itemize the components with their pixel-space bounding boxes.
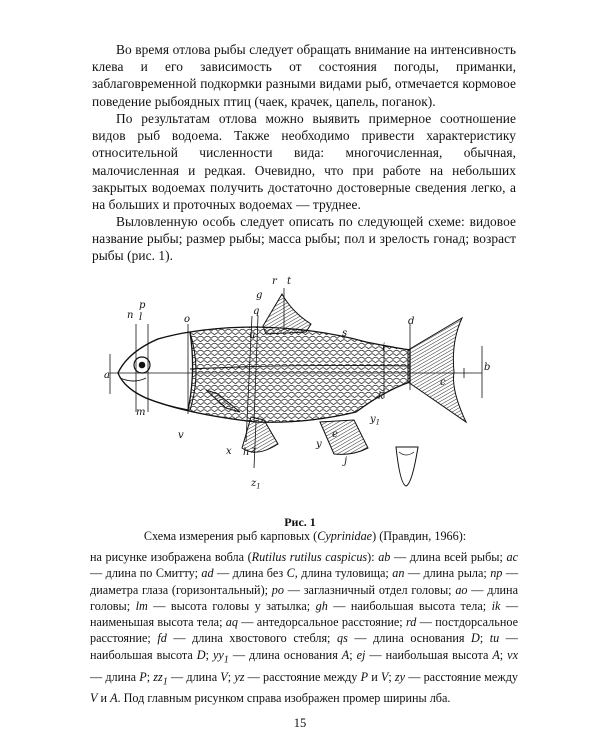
legend-text: — высота головы у затылка; [147, 598, 316, 613]
legend-text: и [97, 691, 111, 706]
legend-text: на рисунке изображена вобла ( [90, 550, 252, 564]
label-y1: $y_1$ [370, 414, 381, 427]
legend-text: — длина головы; [90, 582, 518, 613]
legend-text: ; [388, 669, 395, 684]
legend-text: — длина [167, 669, 221, 684]
legend-text: — диаметра глаза (горизонтальный); [90, 566, 519, 597]
legend-symbol: A [110, 691, 118, 706]
legend-symbol: Rutilus rutilus caspicus [251, 550, 368, 564]
label-j: j [344, 456, 348, 467]
legend-text: ; [227, 669, 235, 684]
legend-symbol: P [139, 669, 147, 684]
legend-symbol: ej [356, 647, 366, 662]
legend-symbol: ac [506, 550, 518, 564]
legend-symbol: V [90, 691, 98, 706]
legend-text: — расстояние между [244, 669, 361, 684]
legend-symbol: 1 [162, 675, 168, 687]
legend-symbol: ab [378, 550, 391, 564]
label-c: c [440, 377, 446, 388]
figure-caption: Схема измерения рыб карповых (Cyprinidae) (Правдин, 1966): [143, 529, 467, 543]
figure-title: Рис. 1 [284, 515, 316, 529]
label-m: m [136, 407, 146, 418]
legend-symbol: gh [315, 598, 328, 613]
legend-symbol: D [196, 647, 206, 662]
legend-text: ; [146, 669, 154, 684]
legend-text: , длина туловища; [294, 566, 393, 581]
legend-symbol: qs [336, 631, 348, 646]
legend-text: — наибольшая высота [365, 647, 493, 662]
legend-symbol: zz [153, 669, 163, 684]
legend-text: — длина рыла; [404, 566, 491, 581]
caption-taxon: Cyprinidae [317, 529, 373, 543]
label-s: s [342, 328, 348, 339]
label-y: y [316, 439, 322, 450]
legend-symbol: ik [491, 598, 501, 613]
legend-symbol: rd [406, 615, 417, 630]
label-n: n [127, 310, 134, 321]
label-x: x [226, 446, 232, 457]
label-k: k [378, 391, 385, 402]
label-a: a [104, 370, 110, 381]
legend-text: — длина основания [228, 647, 342, 662]
page-number: 15 [293, 716, 307, 730]
legend-symbol: zy [394, 669, 406, 684]
legend-text: ): [367, 550, 379, 564]
legend-text: — наименьшая высота тела; [90, 598, 519, 630]
legend-text: ; [479, 631, 490, 646]
legend-symbol: lm [135, 598, 148, 613]
label-i: i [382, 342, 386, 353]
legend-text: — длина всей рыбы; [390, 550, 507, 564]
legend-symbol: tu [489, 631, 500, 646]
legend-symbol: C [286, 566, 295, 581]
label-p: p [139, 300, 146, 311]
legend-text: — наибольшая высота тела; [327, 598, 492, 613]
legend-text: — длина основания [347, 631, 472, 646]
anal-fin [320, 420, 368, 454]
label-q: q [253, 306, 260, 317]
label-d: d [408, 316, 415, 327]
fish-measurement-figure [106, 272, 506, 502]
legend-symbol: an [392, 566, 405, 581]
label-l: l [139, 312, 143, 323]
paragraph-species-ratio: По результатам отлова можно выявить примерное соотношение видов рыб водоема. Также необходимо привести характеристику относительной численности вида: многочисленная, обычная, малочисленная и редкая. Очевидно, что при работе на небольших закрытых водоемах получить достаточно достоверные сведения легко, а на больших и проточных водоемах — труднее. [92, 111, 516, 213]
legend-text: — заглазничный отдел головы; [283, 582, 456, 597]
legend-symbol: po [271, 582, 284, 597]
legend-text: . Под главным рисунком справа изображен промер ширины лба. [117, 691, 451, 706]
figure-legend [90, 549, 518, 707]
label-o: o [184, 314, 191, 325]
legend-symbol: A [492, 647, 500, 662]
legend-text: ; [349, 647, 357, 662]
label-h: h [243, 447, 250, 458]
label-b: b [484, 362, 491, 373]
legend-symbol: D [471, 631, 480, 646]
legend-text: и [368, 669, 381, 684]
label-e: e [332, 429, 338, 440]
legend-text: — длина [90, 669, 140, 684]
legend-text: ; [205, 647, 213, 662]
legend-symbol: fd [157, 631, 167, 646]
legend-symbol: 1 [223, 654, 229, 666]
legend-symbol: aq [225, 615, 238, 630]
legend-text: — антедорсальное расстояние; [237, 615, 407, 630]
label-t: t [287, 276, 292, 287]
label-z: z [251, 445, 257, 456]
legend-symbol: V [220, 669, 228, 684]
legend-symbol: np [490, 566, 503, 581]
legend-symbol: ad [201, 566, 214, 581]
legend-text: — постдорсальное расстояние; [90, 615, 518, 646]
legend-text: — длина хвостового стебля; [166, 631, 337, 646]
caudal-fin [408, 318, 466, 422]
paragraph-fishing-observation: Во время отлова рыбы следует обращать внимание на интенсивность клева и его зависимость от состояния погоды, приманки, заблаговременной подкормки разными видами рыб, отмечается кормовое поведение рыбоядных птиц (чаек, крачек, цапель, поганок). [92, 42, 516, 109]
legend-symbol: V [380, 669, 389, 684]
legend-text: — наибольшая высота [90, 631, 518, 662]
label-r: r [272, 276, 277, 287]
legend-symbol: P [360, 669, 369, 684]
label-g: g [256, 290, 263, 301]
legend-symbol: yz [234, 669, 245, 684]
legend-text: — расстояние между [405, 669, 518, 684]
legend-text: ; [499, 647, 508, 662]
legend-symbol: yy [212, 647, 224, 662]
legend-symbol: vx [507, 647, 518, 662]
legend-text: — длина без [213, 566, 287, 581]
label-z1: $z_1$ [251, 478, 261, 491]
legend-text: — длина по Смитту; [90, 566, 202, 581]
fish-head [118, 332, 193, 410]
label-u: u [249, 330, 256, 341]
label-v: v [178, 430, 184, 441]
legend-symbol: ao [455, 582, 468, 597]
legend-symbol: A [341, 647, 350, 662]
paragraph-description-scheme: Выловленную особь следует описать по следующей схеме: видовое название рыбы; размер рыбы; масса рыбы; пол и зрелость гонад; возраст рыбы (рис. 1). [92, 214, 516, 264]
